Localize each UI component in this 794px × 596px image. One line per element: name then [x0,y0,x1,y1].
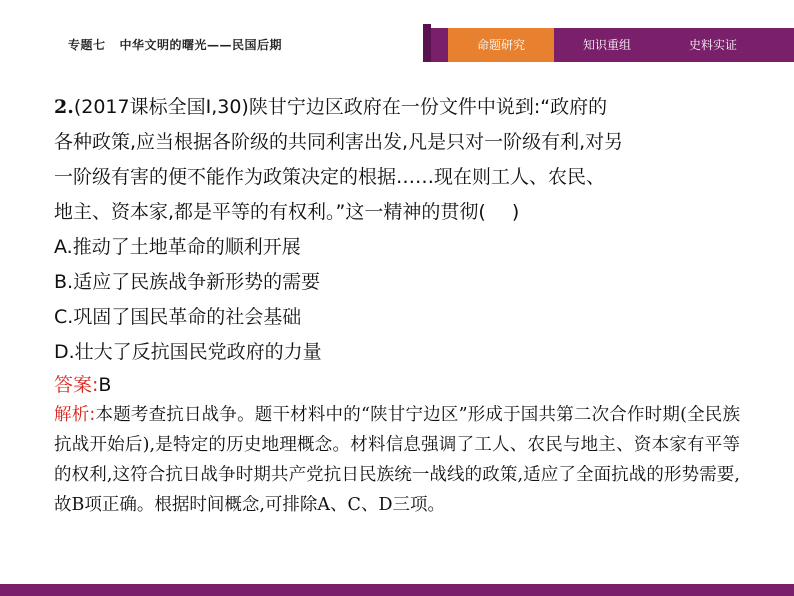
question-stem-line-4 [54,195,746,230]
chapter-topic: 专题七 [68,38,106,52]
answer-label: 答案: [54,374,99,396]
option-b: B.适应了民族战争新形势的需要 [54,271,321,293]
question-number: 2. [54,96,74,118]
option-a: A.推动了土地革命的顺利开展 [54,236,301,258]
option-c: C.巩固了国民革命的社会基础 [54,306,302,328]
tab-historical-evidence[interactable]: 史料实证 [688,38,737,52]
answer-line [54,370,746,400]
answer-paren-open: ( [478,201,486,223]
tab-proposition-research[interactable]: 命题研究 [448,28,554,62]
slide-header [0,0,794,62]
tab-bar-accent [423,24,431,62]
option-d: D.壮大了反抗国民党政府的力量 [54,341,322,363]
footer-bar [0,584,794,596]
question-stem-text-1: (2017课标全国Ⅰ,30)陕甘宁边区政府在一份文件中说到:“政府的 [73,96,608,118]
question-stem-text-4: 地主、资本家,都是平等的有权利。”这一精神的贯彻 [54,201,479,223]
question-stem-line-1 [54,90,746,125]
answer-value: B [98,374,112,396]
chapter-title [68,36,282,53]
question-block [54,90,746,520]
answer-paren-close: ) [511,201,520,223]
question-stem-line-2: 各种政策,应当根据各阶级的共同利害出发,凡是只对一阶级有利,对另 [54,131,624,153]
analysis-text: 本题考查抗日战争。题干材料中的“陕甘宁边区”形成于国共第二次合作时期(全民族抗战开始后),是特定的历史地理概念。材料信息强调了工人、农民与地主、资本家有平等的权利,这符合抗日战争时期共产党抗日民族统一战线的政策,适应了全面抗战的形势需要,故B项正确。根据时间概念,可排除A、C、D三项。 [54,405,740,515]
analysis-paragraph [54,400,740,520]
tab-knowledge-reorganization[interactable]: 知识重组 [582,38,631,52]
question-stem-line-3: 一阶级有害的便不能作为政策决定的根据……现在则工人、农民、 [54,166,606,188]
chapter-name: 中华文明的曙光——民国后期 [119,38,283,52]
analysis-label: 解析: [54,405,96,425]
